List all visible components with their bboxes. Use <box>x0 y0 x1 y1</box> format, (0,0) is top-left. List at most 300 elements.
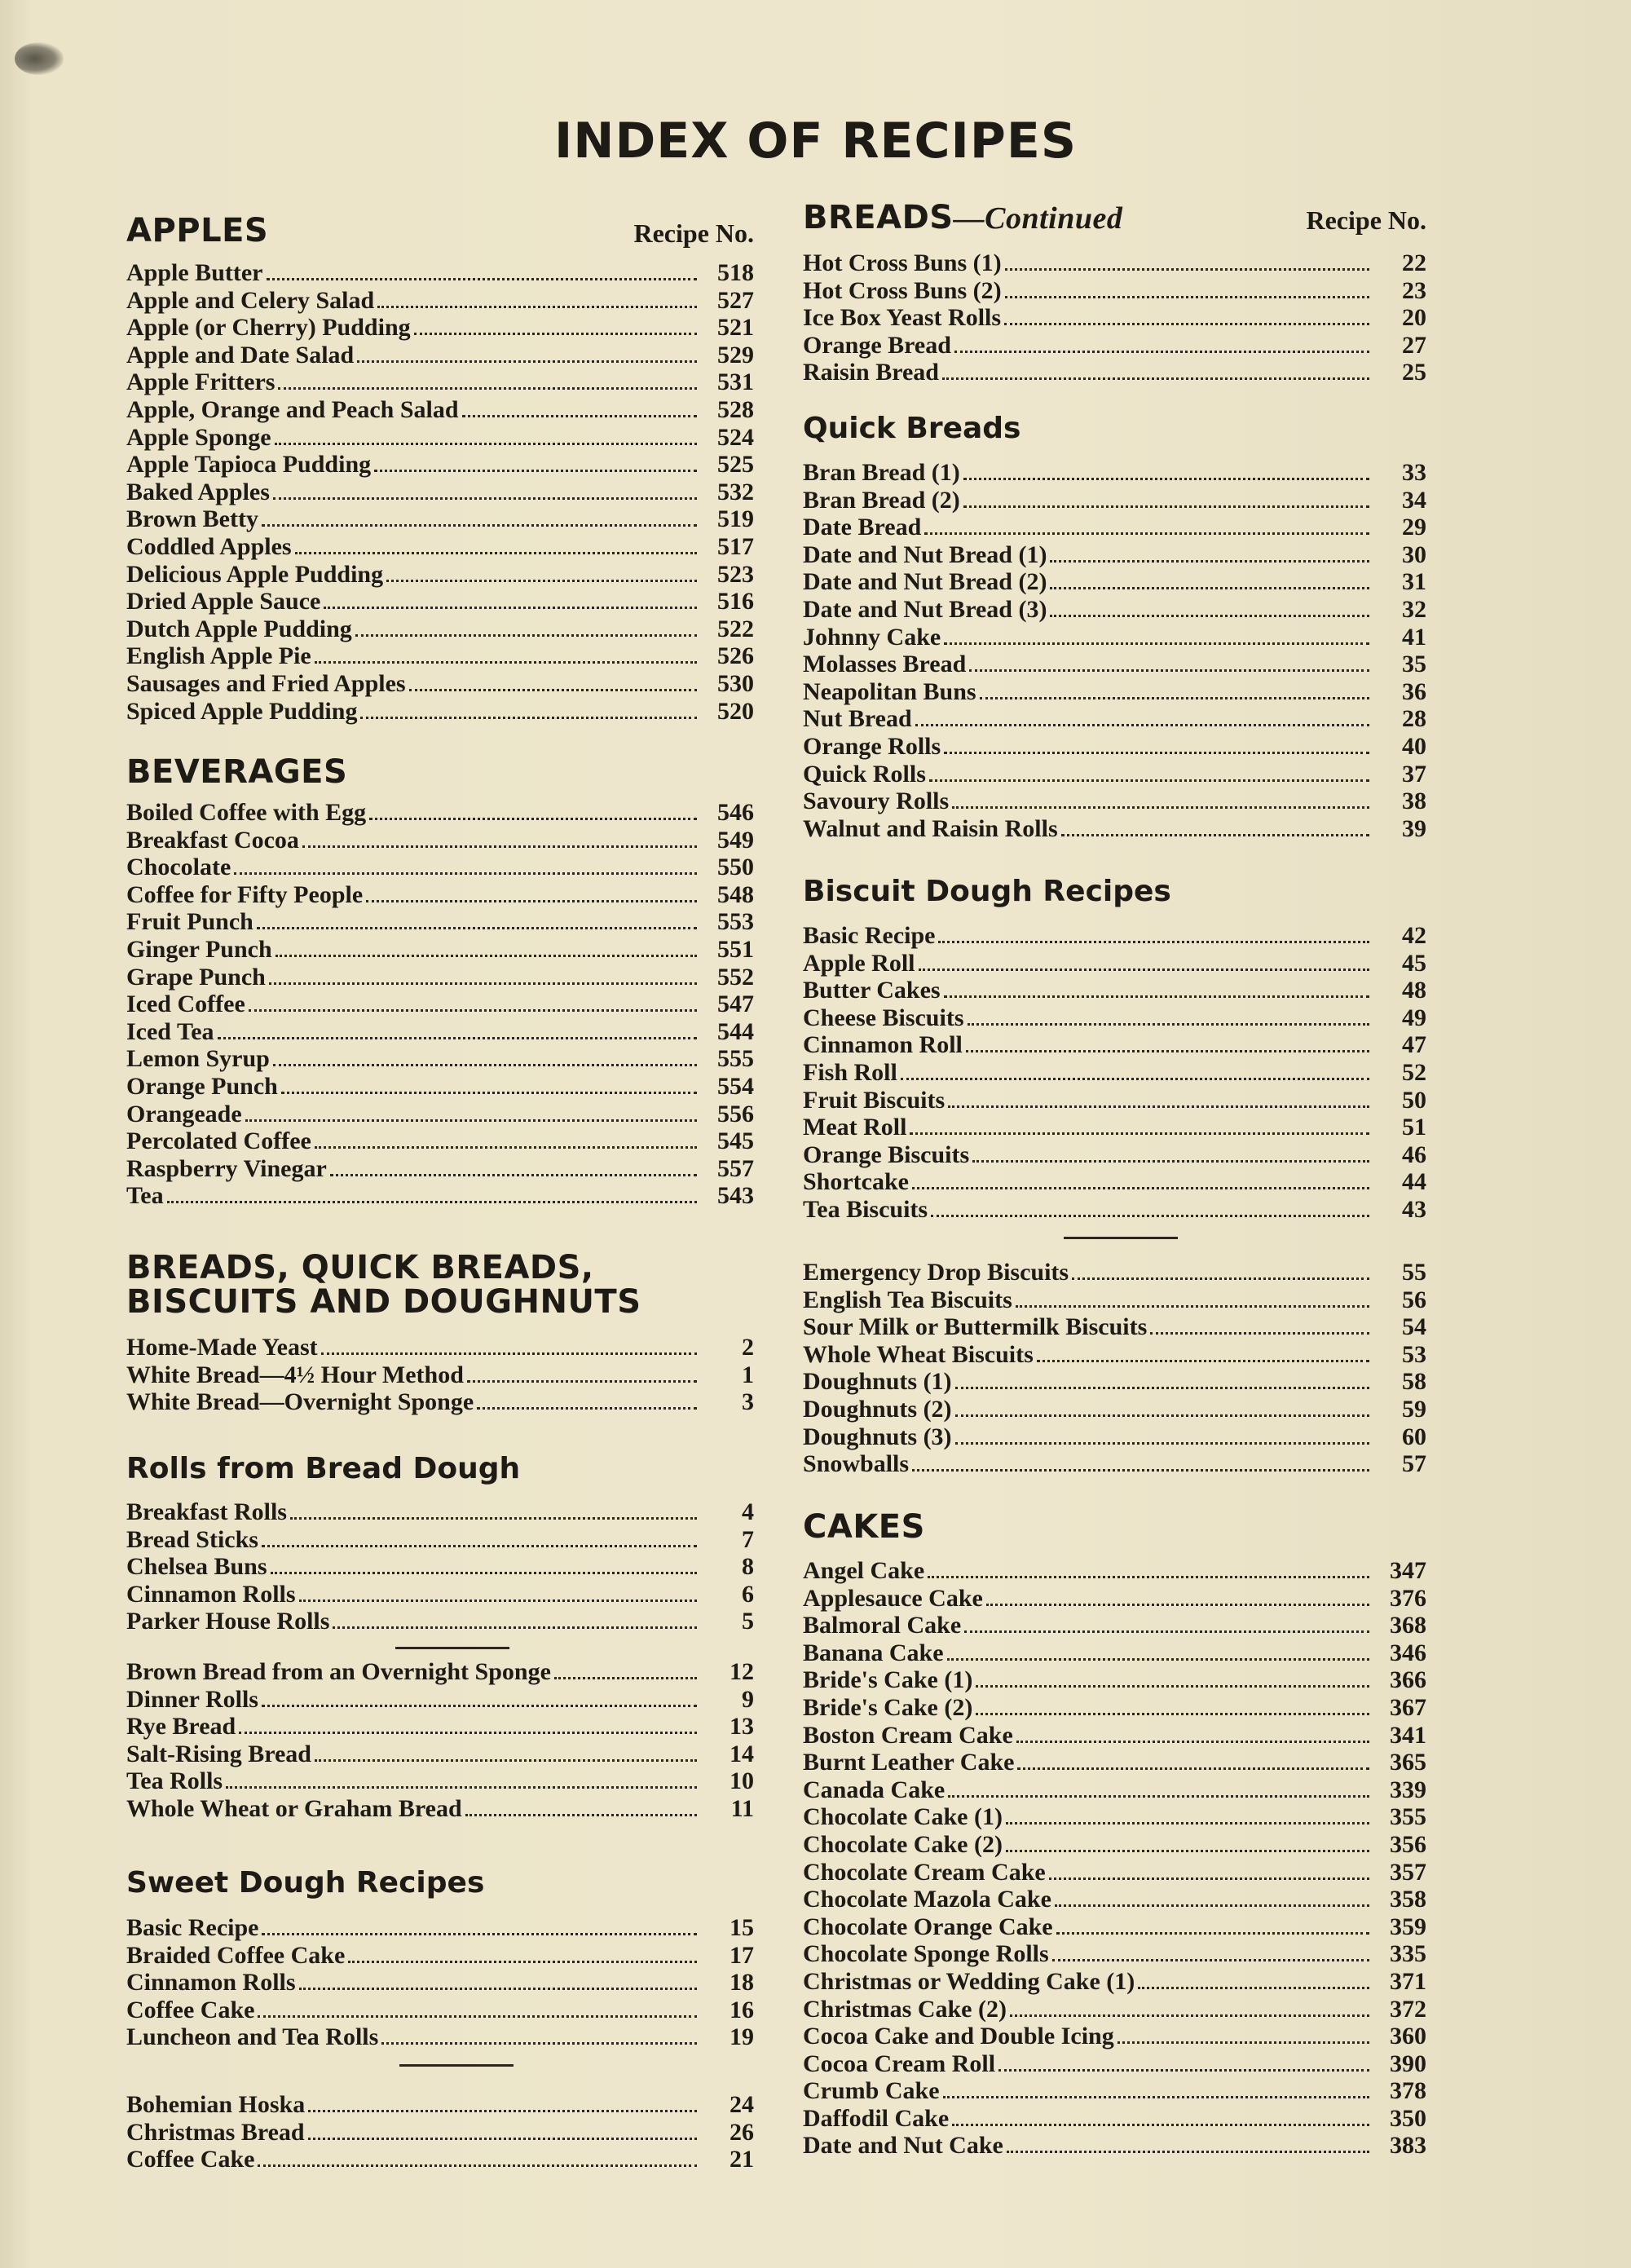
recipe-entry <box>803 1666 1426 1694</box>
recipe-entry <box>803 1423 1426 1451</box>
recipe-entry <box>126 368 754 396</box>
dot-leader <box>938 941 1369 943</box>
recipe-number: 532 <box>717 478 754 505</box>
dot-leader <box>276 955 697 957</box>
dot-leader <box>462 415 697 417</box>
recipe-number: 350 <box>1390 2104 1426 2132</box>
recipe-entry <box>803 1803 1426 1831</box>
recipe-number: 368 <box>1390 1612 1426 1639</box>
dot-leader <box>948 1105 1369 1108</box>
dot-leader <box>273 1064 697 1066</box>
recipe-name: Bride's Cake (2) <box>803 1693 973 1721</box>
recipe-number: 554 <box>717 1072 754 1100</box>
recipe-entry <box>126 1101 754 1128</box>
dot-leader <box>1056 1932 1369 1935</box>
recipe-name: Bride's Cake (1) <box>803 1666 973 1694</box>
recipe-name: Tea Rolls <box>126 1767 223 1795</box>
recipe-entry <box>126 259 754 287</box>
recipe-number: 4 <box>742 1498 754 1525</box>
dot-leader <box>901 1078 1369 1080</box>
recipe-entry <box>126 1608 754 1635</box>
section-title-rolls: Rolls from Bread Dough <box>126 1452 521 1485</box>
recipe-number: 548 <box>717 880 754 908</box>
recipe-name: Raisin Bread <box>803 359 939 386</box>
recipe-entry <box>126 396 754 424</box>
recipe-name: Apple Fritters <box>126 368 276 396</box>
recipe-entry <box>803 1859 1426 1886</box>
recipe-name: Ice Box Yeast Rolls <box>803 304 1002 332</box>
dot-leader <box>299 1600 697 1602</box>
dot-leader <box>955 1442 1369 1445</box>
recipe-entry <box>126 964 754 991</box>
divider-rule <box>1064 1237 1178 1239</box>
recipe-number: 46 <box>1402 1141 1426 1168</box>
list-quick-breads <box>803 459 1426 842</box>
dot-leader <box>944 752 1369 754</box>
dot-leader <box>245 1119 697 1122</box>
recipe-name: Date and Nut Cake <box>803 2132 1003 2160</box>
recipe-name: Orangeade <box>126 1100 242 1127</box>
recipe-name: Apple, Orange and Peach Salad <box>126 395 459 423</box>
recipe-number: 519 <box>717 505 754 533</box>
dot-leader <box>1052 1959 1369 1961</box>
recipe-entry <box>803 1259 1426 1286</box>
recipe-name: Balmoral Cake <box>803 1612 962 1639</box>
recipe-number: 523 <box>717 560 754 588</box>
recipe-name: Christmas Bread <box>126 2118 305 2146</box>
dot-leader <box>1010 2014 1369 2017</box>
recipe-number: 3 <box>742 1388 754 1416</box>
recipe-entry <box>803 1776 1426 1804</box>
recipe-entry <box>126 588 754 616</box>
section-title-cakes: CAKES <box>803 1508 925 1546</box>
recipe-name: Breakfast Rolls <box>126 1498 287 1525</box>
recipe-number: 42 <box>1402 922 1426 949</box>
dot-leader <box>1016 1305 1369 1308</box>
dot-leader <box>239 1732 697 1734</box>
cakes-heading <box>803 1510 1426 1544</box>
recipe-number: 37 <box>1402 760 1426 788</box>
recipe-entry <box>803 249 1426 277</box>
dot-leader <box>477 1407 697 1410</box>
recipe-name: Doughnuts (1) <box>803 1368 952 1396</box>
recipe-number: 18 <box>730 1969 754 1997</box>
recipe-name: Cocoa Cake and Double Icing <box>803 2023 1114 2050</box>
recipe-entry <box>126 1795 754 1823</box>
recipe-number: 40 <box>1402 732 1426 760</box>
dot-leader <box>1050 587 1369 589</box>
dot-leader <box>357 360 697 363</box>
dot-leader <box>167 1201 697 1203</box>
dot-leader <box>271 1572 697 1574</box>
recipe-name: White Bread—4½ Hour Method <box>126 1361 464 1388</box>
dot-leader <box>1017 1767 1369 1770</box>
recipe-entry <box>126 1045 754 1073</box>
recipe-entry <box>803 733 1426 761</box>
recipe-name: Sausages and Fried Apples <box>126 669 406 697</box>
recipe-entry <box>126 616 754 643</box>
list-rolls-a <box>126 1498 754 1635</box>
recipe-name: Breakfast Cocoa <box>126 826 299 854</box>
recipe-name: Chocolate <box>126 854 231 881</box>
recipe-name: Chocolate Cake (1) <box>803 1803 1003 1831</box>
recipe-number: 356 <box>1390 1830 1426 1858</box>
recipe-entry <box>803 705 1426 733</box>
recipe-entry <box>126 698 754 726</box>
section-title-apples: APPLES <box>126 212 269 249</box>
list-sweet-b <box>126 2091 754 2173</box>
recipe-name: Savoury Rolls <box>803 788 950 815</box>
recipe-entry <box>803 459 1426 487</box>
recipe-name: Burnt Leather Cake <box>803 1749 1015 1776</box>
dot-leader <box>944 642 1369 645</box>
recipe-name: Apple Sponge <box>126 423 271 451</box>
list-sweet-a <box>126 1914 754 2051</box>
recipe-number: 359 <box>1390 1913 1426 1940</box>
recipe-number: 45 <box>1402 949 1426 977</box>
recipe-number: 25 <box>1402 359 1426 386</box>
recipe-entry <box>126 1713 754 1741</box>
recipe-name: Meat Roll <box>803 1114 907 1141</box>
recipe-number: 556 <box>717 1100 754 1127</box>
recipe-name: Banana Cake <box>803 1639 944 1666</box>
recipe-name: Iced Tea <box>126 1017 214 1045</box>
recipe-number: 528 <box>717 395 754 423</box>
recipe-entry <box>803 977 1426 1004</box>
dot-leader <box>295 552 697 554</box>
dot-leader <box>281 1092 697 1094</box>
dot-leader <box>414 333 697 335</box>
recipe-number: 28 <box>1402 705 1426 733</box>
dot-leader <box>315 1759 697 1762</box>
recipe-name: Bran Bread (2) <box>803 486 960 514</box>
recipe-number: 56 <box>1402 1286 1426 1313</box>
recipe-entry <box>803 950 1426 977</box>
recipe-name: Molasses Bread <box>803 651 967 678</box>
recipe-entry <box>126 479 754 506</box>
recipe-name: Coffee Cake <box>126 1996 255 2023</box>
recipe-name: Iced Coffee <box>126 991 245 1018</box>
dot-leader <box>249 1009 697 1012</box>
recipe-name: Luncheon and Tea Rolls <box>126 2023 379 2051</box>
dot-leader <box>348 1961 697 1963</box>
recipe-number: 8 <box>742 1553 754 1581</box>
recipe-name: Apple Butter <box>126 259 263 286</box>
section-title-breads-line1: BREADS, QUICK BREADS, <box>126 1249 594 1286</box>
recipe-name: Rye Bread <box>126 1713 236 1741</box>
recipe-name: Bohemian Hoska <box>126 2091 306 2118</box>
recipe-number: 43 <box>1402 1195 1426 1223</box>
dot-leader <box>269 982 697 985</box>
recipe-number: 335 <box>1390 1940 1426 1968</box>
recipe-name: Cinnamon Roll <box>803 1031 963 1059</box>
recipe-entry <box>803 568 1426 596</box>
recipe-name: Butter Cakes <box>803 977 941 1004</box>
list-cakes <box>803 1557 1426 2160</box>
recipe-number: 367 <box>1390 1693 1426 1721</box>
dot-leader <box>1150 1332 1369 1335</box>
recipe-number: 53 <box>1402 1340 1426 1368</box>
recipe-entry <box>803 922 1426 950</box>
dot-leader <box>1061 834 1369 836</box>
recipe-entry <box>126 505 754 533</box>
dot-leader <box>952 2124 1369 2126</box>
list-rolls-b <box>126 1658 754 1823</box>
recipe-entry <box>126 2119 754 2147</box>
dot-leader <box>998 2069 1369 2072</box>
recipe-entry <box>803 815 1426 843</box>
recipe-entry <box>803 304 1426 332</box>
dot-leader <box>273 497 697 500</box>
recipe-name: Coddled Apples <box>126 532 292 560</box>
dot-leader <box>1072 1277 1369 1280</box>
recipe-entry <box>803 678 1426 706</box>
recipe-entry <box>803 1313 1426 1341</box>
recipe-entry <box>126 2146 754 2173</box>
dot-leader <box>275 443 697 445</box>
recipe-name: Bread Sticks <box>126 1525 258 1553</box>
dot-leader <box>321 1352 697 1355</box>
recipe-entry <box>126 908 754 936</box>
recipe-number: 378 <box>1390 2077 1426 2105</box>
dot-leader <box>976 1713 1369 1715</box>
dot-leader <box>1006 1850 1369 1852</box>
recipe-entry <box>803 2132 1426 2160</box>
recipe-entry <box>126 451 754 479</box>
recipe-entry <box>803 1996 1426 2023</box>
recipe-entry <box>126 2091 754 2119</box>
binding-hole-mark <box>15 42 64 75</box>
recipe-number: 549 <box>717 826 754 854</box>
section-title-beverages: BEVERAGES <box>126 753 348 791</box>
list-breads-continued <box>803 249 1426 386</box>
recipe-number: 360 <box>1390 2023 1426 2050</box>
recipe-entry <box>803 1087 1426 1114</box>
recipe-name: Apple and Date Salad <box>126 341 355 368</box>
recipe-name: Cinnamon Rolls <box>126 1580 296 1608</box>
dot-leader <box>1049 1877 1369 1880</box>
recipe-entry <box>803 624 1426 651</box>
recipe-number: 55 <box>1402 1259 1426 1286</box>
recipe-name: Raspberry Vinegar <box>126 1154 327 1182</box>
recipe-name: English Apple Pie <box>126 642 311 670</box>
recipe-name: Cinnamon Rolls <box>126 1969 296 1997</box>
page-title: INDEX OF RECIPES <box>553 113 1078 170</box>
dot-leader <box>1050 615 1369 617</box>
recipe-number: 32 <box>1402 595 1426 623</box>
recipe-name: Hot Cross Buns (2) <box>803 276 1002 304</box>
recipe-name: Braided Coffee Cake <box>126 1941 346 1969</box>
recipe-name: Orange Biscuits <box>803 1141 970 1168</box>
dot-leader <box>369 818 697 820</box>
dot-leader <box>1006 1822 1369 1825</box>
list-apples <box>126 259 754 725</box>
recipe-number: 13 <box>730 1713 754 1741</box>
dot-leader <box>386 580 697 582</box>
recipe-entry <box>126 533 754 561</box>
recipe-name: Tea Biscuits <box>803 1195 928 1223</box>
recipe-number: 26 <box>730 2118 754 2146</box>
recipe-entry <box>803 788 1426 815</box>
recipe-name: White Bread—Overnight Sponge <box>126 1388 474 1416</box>
recipe-entry <box>803 2023 1426 2050</box>
dot-leader <box>381 2042 697 2045</box>
recipe-name: Percolated Coffee <box>126 1127 311 1155</box>
dot-leader <box>1016 1741 1369 1743</box>
dot-leader <box>963 505 1369 508</box>
recipe-number: 5 <box>742 1608 754 1635</box>
dot-leader <box>969 669 1369 672</box>
recipe-name: Brown Bread from an Overnight Sponge <box>126 1658 551 1685</box>
divider-rule <box>399 2064 514 2067</box>
dot-leader <box>257 927 697 929</box>
recipe-entry <box>803 1749 1426 1776</box>
beverages-heading <box>126 755 754 789</box>
recipe-number: 15 <box>730 1914 754 1941</box>
dot-leader <box>409 689 697 691</box>
recipe-entry <box>126 991 754 1018</box>
recipe-entry <box>126 1658 754 1686</box>
recipe-number: 9 <box>742 1685 754 1713</box>
dot-leader <box>234 872 697 875</box>
recipe-number: 58 <box>1402 1368 1426 1396</box>
recipe-entry <box>803 1557 1426 1585</box>
recipe-name: Grape Punch <box>126 963 266 991</box>
dot-leader <box>931 1215 1369 1217</box>
recipe-number: 39 <box>1402 814 1426 842</box>
recipe-number: 30 <box>1402 541 1426 568</box>
recipe-name: Chocolate Cream Cake <box>803 1858 1046 1886</box>
recipe-entry <box>126 854 754 881</box>
recipe-entry <box>803 1585 1426 1613</box>
recipe-number: 383 <box>1390 2132 1426 2160</box>
recipe-entry <box>126 1127 754 1155</box>
recipe-name: Date Bread <box>803 514 922 541</box>
recipe-number: 10 <box>730 1767 754 1795</box>
recipe-entry <box>126 1182 754 1210</box>
recipe-number: 2 <box>742 1334 754 1361</box>
recipe-entry <box>803 332 1426 360</box>
recipe-name: Whole Wheat Biscuits <box>803 1340 1034 1368</box>
recipe-number: 376 <box>1390 1584 1426 1612</box>
recipe-name: English Tea Biscuits <box>803 1286 1012 1313</box>
dot-leader <box>963 478 1369 480</box>
recipe-entry <box>803 541 1426 569</box>
recipe-name: Date and Nut Bread (1) <box>803 541 1047 568</box>
recipe-number: 527 <box>717 286 754 314</box>
recipe-entry <box>126 881 754 909</box>
recipe-entry <box>126 1526 754 1554</box>
dot-leader <box>948 1795 1369 1798</box>
dot-leader <box>1037 1360 1369 1362</box>
recipe-number: 34 <box>1402 486 1426 514</box>
dot-leader <box>929 779 1369 782</box>
dot-leader <box>912 1187 1369 1189</box>
recipe-number: 551 <box>717 935 754 963</box>
recipe-entry <box>126 342 754 369</box>
recipe-entry <box>803 514 1426 541</box>
recipe-name: Chocolate Mazola Cake <box>803 1886 1051 1913</box>
recipe-name: Ginger Punch <box>126 935 272 963</box>
dot-leader <box>324 607 697 609</box>
recipe-entry <box>803 2105 1426 2133</box>
recipe-entry <box>803 1722 1426 1750</box>
rolls-heading <box>126 1453 754 1485</box>
list-biscuit-a <box>803 922 1426 1224</box>
recipe-number: 36 <box>1402 677 1426 705</box>
recipe-entry <box>803 1913 1426 1941</box>
dot-leader <box>1004 323 1369 325</box>
recipe-entry <box>126 1334 754 1361</box>
recipe-entry <box>803 487 1426 514</box>
recipe-number: 7 <box>742 1525 754 1553</box>
recipe-entry <box>803 1886 1426 1913</box>
dot-leader <box>374 470 697 472</box>
breads-heading <box>126 1251 754 1319</box>
quick-breads-heading <box>803 413 1426 445</box>
dot-leader <box>980 697 1369 699</box>
recipe-entry <box>803 1450 1426 1478</box>
recipe-entry <box>803 1114 1426 1141</box>
recipe-number: 60 <box>1402 1423 1426 1450</box>
recipe-name: Christmas or Wedding Cake (1) <box>803 1967 1135 1995</box>
recipe-number: 16 <box>730 1996 754 2023</box>
recipe-number: 48 <box>1402 977 1426 1004</box>
recipe-number: 347 <box>1390 1557 1426 1584</box>
recipe-number: 17 <box>730 1941 754 1969</box>
section-title-sweet-dough: Sweet Dough Recipes <box>126 1866 485 1900</box>
dot-leader <box>262 1705 697 1707</box>
recipe-number: 529 <box>717 341 754 368</box>
recipe-number: 357 <box>1390 1858 1426 1886</box>
dot-leader <box>952 806 1369 809</box>
recipe-number: 546 <box>717 799 754 826</box>
recipe-entry <box>803 651 1426 678</box>
biscuit-heading <box>803 876 1426 908</box>
recipe-entry <box>126 1155 754 1183</box>
recipe-number: 372 <box>1390 1995 1426 2023</box>
dot-leader <box>308 2110 697 2112</box>
recipe-number: 521 <box>717 314 754 342</box>
dot-leader <box>299 1988 697 1990</box>
recipe-name: Boston Cream Cake <box>803 1721 1013 1749</box>
dot-leader <box>333 1626 697 1629</box>
recipe-name: Fruit Punch <box>126 908 253 936</box>
dot-leader <box>302 845 697 848</box>
sweet-heading <box>126 1867 754 1900</box>
recipe-name: Bran Bread (1) <box>803 459 960 486</box>
recipe-entry <box>803 1141 1426 1169</box>
recipe-entry <box>126 1969 754 1997</box>
dot-leader <box>947 1658 1369 1661</box>
recipe-name: Johnny Cake <box>803 623 941 651</box>
dot-leader <box>955 1414 1369 1417</box>
recipe-number: 516 <box>717 588 754 616</box>
recipe-number: 341 <box>1390 1721 1426 1749</box>
recipe-number: 555 <box>717 1045 754 1073</box>
dot-leader <box>218 1037 697 1039</box>
recipe-entry <box>126 314 754 342</box>
recipe-entry <box>803 359 1426 386</box>
recipe-entry <box>803 1639 1426 1667</box>
dot-leader <box>377 306 697 308</box>
section-title-quick-breads: Quick Breads <box>803 412 1021 445</box>
recipe-entry <box>803 2077 1426 2105</box>
recipe-number: 520 <box>717 697 754 725</box>
recipe-entry <box>126 1767 754 1795</box>
recipe-number: 358 <box>1390 1886 1426 1913</box>
list-beverages <box>126 799 754 1210</box>
